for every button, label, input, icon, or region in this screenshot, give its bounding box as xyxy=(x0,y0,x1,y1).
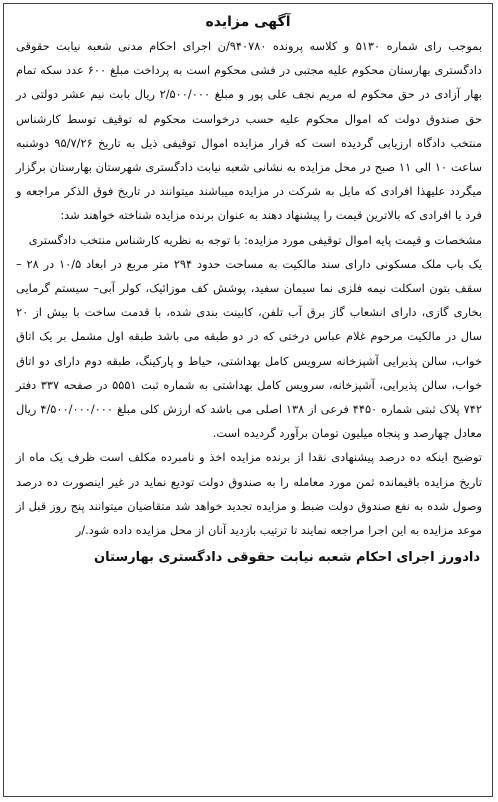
notice-paragraph-specs-heading: مشخصات و قیمت پایه اموال توقیفی مورد مزایده: با توجه به نظریه کارشناس منتخب دادگستری xyxy=(28,232,482,247)
notice-paragraph-intro: بموجب رای شماره ۵۱۳۰ و کلاسه پرونده ۹۴۰۷۸۰/ن اجرای احکام مدنی شعبه نیابت حقوقی دادگستری بهارستان محکوم علیه مجتبی در فشی محکوم است به پرداخت مبلغ ۶۰۰ عدد سکه تمام بهار آزادی در حق محکوم له مریم نجف علی پور و مبلغ ۲/۵۰۰/۰۰۰ ریال بابت نیم عشر دولتی در حق صندوق دولت که اموال محکوم علیه حسب درخواست محکوم له توقیف توسط کارشناس منتخب دادگاه ارزیابی گردیده است که قرار مزایده اموال توقیفی ذیل به تاریخ ۹۵/۷/۲۶ دوشنبه ساعت ۱۰ الی ۱۱ صبح در محل مزایده به نشانی شعبه نیابت دادگستری شهرستان بهارستان برگزار میگردد علیهذا افرادی که مایل به شرکت در مزایده میباشند میتوانند در تاریخ فوق الذکر مراجعه و فرد یا افرادی که بالاترین قیمت را پیشنهاد دهند به عنوان برنده مزایده شناخته خواهند شد: xyxy=(16,39,482,223)
notice-paragraph-terms: توضیح اینکه ده درصد پیشنهادی نقدا از برنده مزایده اخذ و نامبرده مکلف است ظرف یک ماه از تاریخ مزایده باقیمانده ثمن مورد معامله را به صندوق دولت تودیع نماید در غیر اینصورت ده درصد وصول شده به نفع صندوق دولت ضبط و مزایده تجدید خواهد شد متقاضیان میتوانند پنج روز قبل از موعد مزایده به این اجرا مراجعه نمایند تا ترتیب بازدید آنان از محل مزایده داده شود./ر xyxy=(16,450,482,538)
notice-body xyxy=(4,34,492,542)
notice-paragraph-property: یک باب ملک مسکونی دارای سند مالکیت به مساحت حدود ۲۹۴ متر مربع در ابعاد ۱۰/۵ در ۲۸ – سقف بتون اسکلت نیمه فلزی نما سیمان سفید، پوشش کف موزائیک، کولر آبی– سیستم گرمایی بخاری گازی، دارای انشعاب گاز برق آب تلفن، کابینت بندی شده، با قدمت ساخت با بیش از ۲۰ سال در مالکیت مرحوم غلام عباس درختی که در دو طبقه می باشد طبقه اول مشمل بر یک اتاق خواب، سالن پذیرایی آشپزخانه سرویس کامل بهداشتی، حیاط و پارکینگ، طبقه دوم دارای دو اتاق خواب، سالن پذیرایی، آشپزخانه، سرویس کامل بهداشتی به شماره ثبت ۵۵۵۱ در صفحه ۳۳۷ دفتر ۷۴۲ پلاک ثبتی شماره ۴۴۵۰ فرعی از ۱۳۸ اصلی می باشد که ارزش کلی مبلغ ۴/۵۰۰/۰۰۰/۰۰۰ ریال معادل چهارصد و پنجاه میلیون تومان برآورد گردیده است. xyxy=(16,256,482,441)
notice-title: آگهی مزایده xyxy=(205,14,291,30)
notice-signature: دادورز اجرای احکام شعبه نیابت حقوقی دادگستری بهارستان xyxy=(94,550,480,566)
notice-frame xyxy=(3,3,493,797)
